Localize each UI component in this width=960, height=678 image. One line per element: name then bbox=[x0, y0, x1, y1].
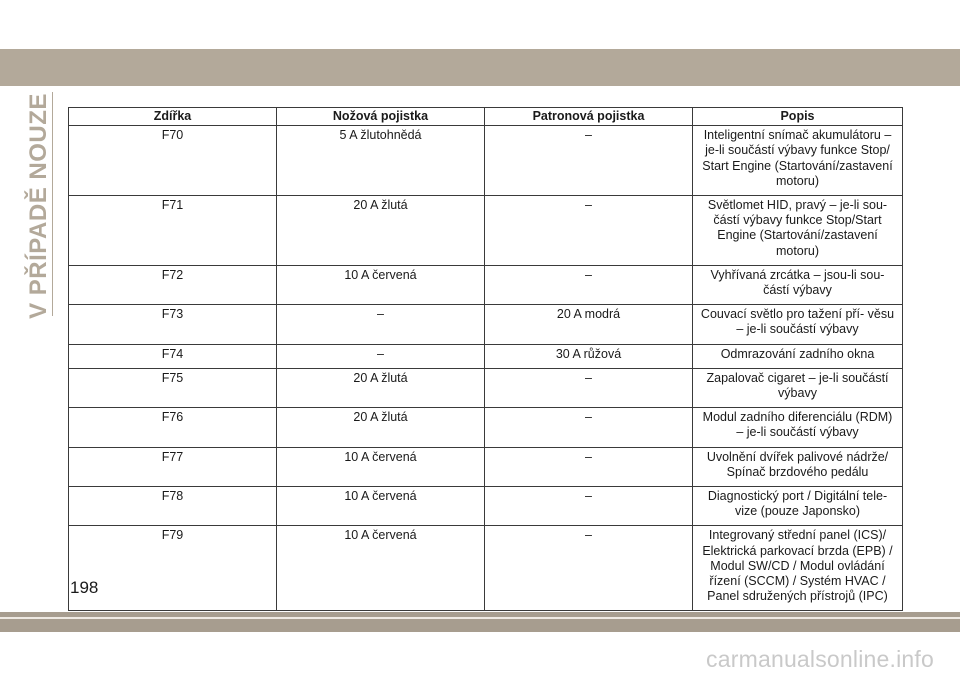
table-row bbox=[69, 265, 903, 304]
cell-cavity: F72 bbox=[69, 265, 277, 304]
cell-cartridge-fuse: – bbox=[485, 368, 693, 407]
table-header-row bbox=[69, 108, 903, 126]
bottom-band-stripe bbox=[0, 617, 960, 619]
header-blade-fuse: Nožová pojistka bbox=[277, 108, 485, 126]
header-description: Popis bbox=[693, 108, 903, 126]
cell-description: Uvolnění dvířek palivové nádrže/ Spínač brzdového pedálu bbox=[693, 447, 903, 486]
cell-cartridge-fuse: – bbox=[485, 526, 693, 611]
cell-cavity: F71 bbox=[69, 196, 277, 266]
table-row bbox=[69, 196, 903, 266]
cell-cartridge-fuse: 20 A modrá bbox=[485, 305, 693, 344]
cell-description: Modul zadního diferenciálu (RDM) – je-li součástí výbavy bbox=[693, 408, 903, 447]
table-row bbox=[69, 526, 903, 611]
cell-cavity: F77 bbox=[69, 447, 277, 486]
cell-description: Zapalovač cigaret – je-li součástí výbavy bbox=[693, 368, 903, 407]
cell-blade-fuse: 20 A žlutá bbox=[277, 368, 485, 407]
cell-cavity: F75 bbox=[69, 368, 277, 407]
cell-description: Inteligentní snímač akumulátoru – je-li součástí výbavy funkce Stop/ Start Engine (Startování/zastavení motoru) bbox=[693, 126, 903, 196]
section-title-text: V PŘÍPADĚ NOUZE bbox=[25, 93, 52, 319]
bottom-decorative-band bbox=[0, 612, 960, 632]
table-row bbox=[69, 447, 903, 486]
table-row bbox=[69, 126, 903, 196]
header-cartridge-fuse: Patronová pojistka bbox=[485, 108, 693, 126]
cell-cartridge-fuse: – bbox=[485, 196, 693, 266]
section-title bbox=[22, 92, 56, 320]
section-title-rule bbox=[52, 92, 53, 316]
table-row bbox=[69, 408, 903, 447]
cell-cavity: F73 bbox=[69, 305, 277, 344]
cell-description: Světlomet HID, pravý – je-li sou- částí výbavy funkce Stop/Start Engine (Startování/zastavení motoru) bbox=[693, 196, 903, 266]
table-row bbox=[69, 487, 903, 526]
cell-blade-fuse: 20 A žlutá bbox=[277, 196, 485, 266]
cell-blade-fuse: 10 A červená bbox=[277, 265, 485, 304]
cell-description: Diagnostický port / Digitální tele- vize (pouze Japonsko) bbox=[693, 487, 903, 526]
watermark-text: carmanualsonline.info bbox=[706, 646, 934, 672]
page-number: 198 bbox=[70, 578, 99, 597]
cell-cartridge-fuse: – bbox=[485, 487, 693, 526]
cell-cartridge-fuse: – bbox=[485, 447, 693, 486]
cell-blade-fuse: 5 A žlutohnědá bbox=[277, 126, 485, 196]
cell-blade-fuse: 10 A červená bbox=[277, 487, 485, 526]
cell-cavity: F76 bbox=[69, 408, 277, 447]
cell-blade-fuse: 20 A žlutá bbox=[277, 408, 485, 447]
cell-cavity: F70 bbox=[69, 126, 277, 196]
cell-cartridge-fuse: – bbox=[485, 408, 693, 447]
cell-cartridge-fuse: – bbox=[485, 126, 693, 196]
cell-blade-fuse: – bbox=[277, 305, 485, 344]
table-row bbox=[69, 344, 903, 368]
fuse-table bbox=[68, 107, 903, 611]
table-row bbox=[69, 368, 903, 407]
cell-blade-fuse: – bbox=[277, 344, 485, 368]
cell-description: Odmrazování zadního okna bbox=[693, 344, 903, 368]
cell-cavity: F74 bbox=[69, 344, 277, 368]
cell-cartridge-fuse: – bbox=[485, 265, 693, 304]
cell-cartridge-fuse: 30 A růžová bbox=[485, 344, 693, 368]
cell-description: Couvací světlo pro tažení pří- věsu – je-li součástí výbavy bbox=[693, 305, 903, 344]
cell-description: Integrovaný střední panel (ICS)/ Elektrická parkovací brzda (EPB) / Modul SW/CD / Modul ovládání řízení (SCCM) / Systém HVAC / Panel sdružených přístrojů (IPC) bbox=[693, 526, 903, 611]
cell-cavity: F79 bbox=[69, 526, 277, 611]
header-cavity: Zdířka bbox=[69, 108, 277, 126]
table-row bbox=[69, 305, 903, 344]
cell-blade-fuse: 10 A červená bbox=[277, 447, 485, 486]
cell-cavity: F78 bbox=[69, 487, 277, 526]
cell-description: Vyhřívaná zrcátka – jsou-li sou- částí výbavy bbox=[693, 265, 903, 304]
top-decorative-band bbox=[0, 49, 960, 86]
cell-blade-fuse: 10 A červená bbox=[277, 526, 485, 611]
